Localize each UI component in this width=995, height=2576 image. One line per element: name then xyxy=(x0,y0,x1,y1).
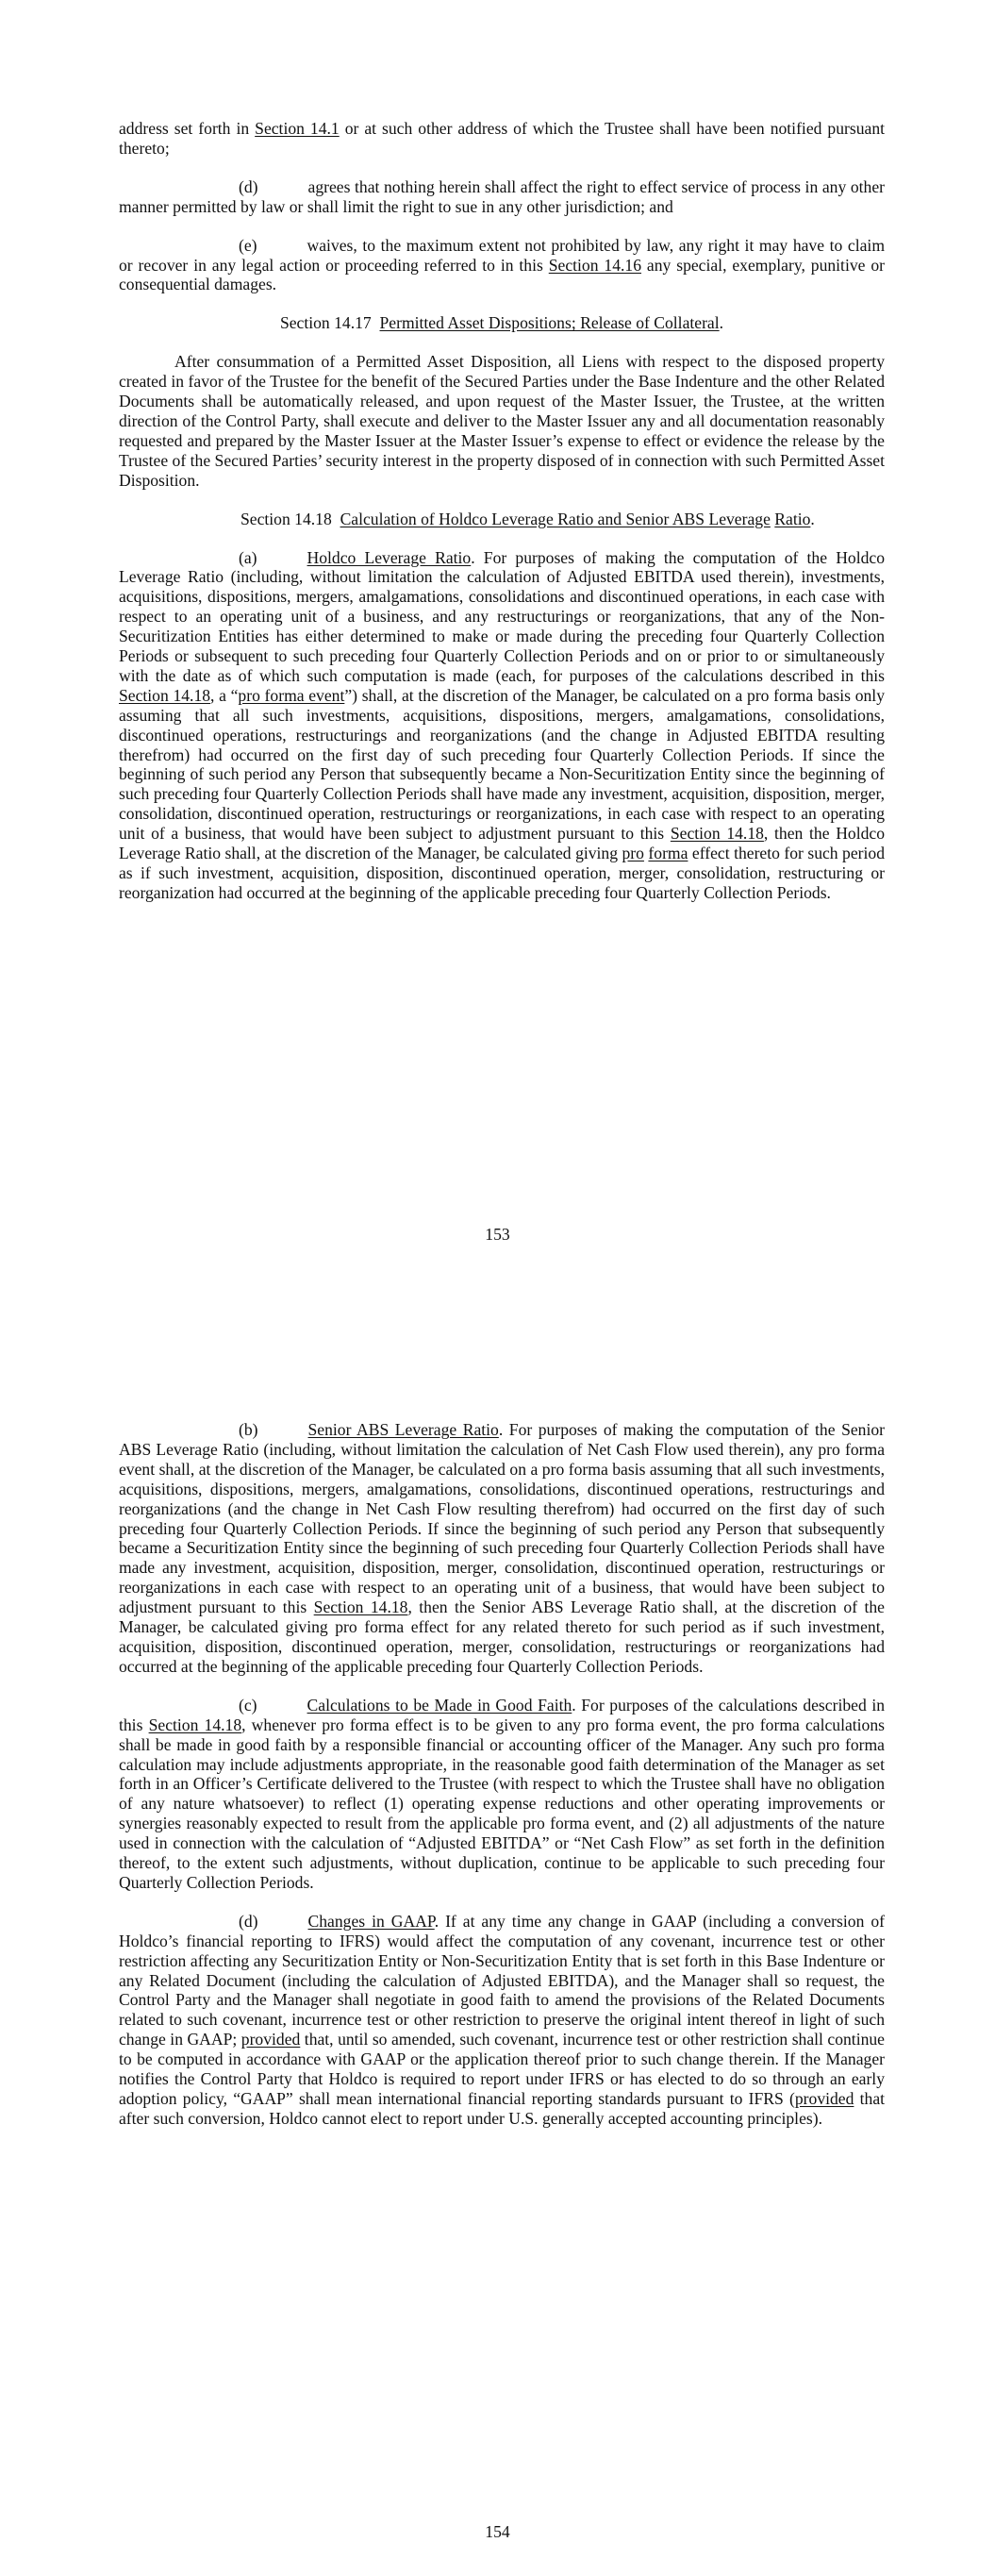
clause-label: (a) xyxy=(239,547,257,567)
paragraph-c: (c) Calculations to be Made in Good Faith. For purposes of the calculations described in this Section 14.18, whenever pro forma effect is to be given to any pro forma event, the pro forma calculations shall be made in good faith by a responsible financial or accounting officer of the Manager. Any such pro forma calculation may include adjustments appropriate, in the reasonable good faith determination of the Manager as set forth in an Officer’s Certificate delivered to the Trustee (with respect to which the Trustee shall have no obligation of any nature whatsoever) to reflect (1) operating expense reductions and other operating improvements or synergies reasonably expected to result from the applicable pro forma event, and (2) all adjustments of the nature used in connection with the calculation of “Adjusted EBITDA” or “Net Cash Flow” as set forth in the definition thereof, to the extent such adjustments, without duplication, continue to be applicable to such preceding four Quarterly Collection Periods. xyxy=(119,1695,886,1892)
section-number: Section 14.17 xyxy=(279,313,372,333)
provided-term: provided xyxy=(794,2089,854,2108)
clause-label: (d) xyxy=(239,176,258,196)
clause-label: (c) xyxy=(239,1695,257,1715)
defined-term: pro forma event xyxy=(238,685,345,705)
page-154 xyxy=(0,1288,995,2576)
section-reference: Section 14.18 xyxy=(670,824,764,844)
pro-term: pro xyxy=(622,844,644,863)
section-reference: Section 14.18 xyxy=(148,1715,242,1734)
section-reference: Section 14.18 xyxy=(313,1597,408,1617)
paragraph-14-17-body: After consummation of a Permitted Asset Disposition, all Liens with respect to the disposed property created in favor of the Trustee for the benefit of the Secured Parties under the Base Indenture and the other Related Documents shall be automatically released, and upon request of the Master Issuer, the Trustee, at the written direction of the Control Party, shall execute and deliver to the Master Issuer any and all documentation reasonably requested and prepared by the Master Issuer at the Master Issuer’s expense to effect or evidence the release by the Trustee of the Secured Parties’ security interest in the property disposed of in connection with such Permitted Asset Disposition. xyxy=(119,352,885,490)
paragraph-e: (e) waives, to the maximum extent not prohibited by law, any right it may have to claim or recover in any legal action or proceeding referred to in this Section 14.16 any special, exemplary, punitive or consequential damages. xyxy=(119,235,885,294)
paragraph-d: (d) agrees that nothing herein shall affect the right to effect service of process in any other manner permitted by law or shall limit the right to sue in any other jurisdiction; and xyxy=(119,176,885,216)
page-number: 153 xyxy=(485,1225,510,1244)
clause-caption: Senior ABS Leverage Ratio xyxy=(307,1420,499,1439)
provided-term: provided xyxy=(240,2030,301,2049)
section-title-continued: Ratio xyxy=(774,509,811,528)
paragraph-d: (d) Changes in GAAP. If at any time any change in GAAP (including a conversion of Holdco’s financial reporting to IFRS) would affect the computation of any covenant, incurrence test or other restriction affecting any Securitization Entity or Non-Securitization Entity that is set forth in this Base Indenture or any Related Document (including the calculation of Adjusted EBITDA), and the Manager shall so request, the Control Party and the Manager shall negotiate in good faith to amend the provisions of the Related Documents related to such covenant, incurrence test or other restriction to preserve the original intent thereof in light of such change in GAAP; provided that, until so amended, such covenant, incurrence test or other restriction shall continue to be computed in accordance with GAAP or the application thereof prior to such change therein. If the Manager notifies the Control Party that Holdco is required to report under IFRS or has elected to do so through an early adoption policy, “GAAP” shall mean international financial reporting standards pursuant to IFRS (provided that after such conversion, Holdco cannot elect to report under U.S. generally accepted accounting principles). xyxy=(119,1911,886,2128)
section-reference: Section 14.16 xyxy=(548,255,642,275)
clause-caption: Calculations to be Made in Good Faith xyxy=(307,1695,572,1715)
section-reference: Section 14.18 xyxy=(119,685,211,705)
clause-label: (d) xyxy=(239,1911,258,1931)
clause-caption: Changes in GAAP xyxy=(307,1911,435,1931)
paragraph-address-continuation: address set forth in Section 14.1 or at such other address of which the Trustee shall have been notified pursuant thereto; xyxy=(119,119,885,158)
section-14-17-heading: Section 14.17 Permitted Asset Dispositions; Release of Collateral. xyxy=(279,313,724,333)
paragraph-b: (b) Senior ABS Leverage Ratio. For purposes of making the computation of the Senior ABS Leverage Ratio (including, without limitation the calculation of Net Cash Flow used therein), any pro forma event shall, at the discretion of the Manager, be calculated on a pro forma basis assuming that all such investments, acquisitions, dispositions, mergers, amalgamations, consolidations, discontinued operations, restructurings and reorganizations (and the change in Net Cash Flow resulting therefrom) had occurred on the first day of such preceding four Quarterly Collection Periods. If since the beginning of such period any Person that subsequently became a Securitization Entity since the beginning of such preceding four Quarterly Collection Periods shall have made any investment, acquisition, disposition, merger, consolidation, discontinued operation, restructurings or reorganizations in each case with respect to an operating unit of a business, that would have been subject to adjustment pursuant to this Section 14.18, then the Senior ABS Leverage Ratio shall, at the discretion of the Manager, be calculated giving pro forma effect for any related thereto for such period as if such investment, acquisition, disposition, discontinued operation, merger, consolidation, restructurings or reorganizations had occurred at the beginning of the applicable preceding four Quarterly Collection Periods. xyxy=(119,1420,885,1676)
page-text xyxy=(119,1420,885,2148)
section-number: Section 14.18 xyxy=(240,509,332,528)
page-number: 154 xyxy=(485,2522,510,2541)
section-title: Permitted Asset Dispositions; Release of Collateral xyxy=(379,313,720,333)
page-text xyxy=(119,119,885,922)
section-14-18-heading: Section 14.18 Calculation of Holdco Leverage Ratio and Senior ABS Leverage Ratio. xyxy=(240,509,815,528)
clause-label: (b) xyxy=(239,1420,258,1439)
section-title: Calculation of Holdco Leverage Ratio and Senior ABS Leverage xyxy=(340,509,771,528)
clause-label: (e) xyxy=(239,235,257,255)
clause-caption: Holdco Leverage Ratio xyxy=(307,547,472,567)
paragraph-a: (a) Holdco Leverage Ratio. For purposes of making the computation of the Holdco Leverage Ratio (including, without limitation the calculation of Adjusted EBITDA used therein), investments, acquisitions, dispositions, mergers, amalgamations, consolidations and discontinued operations, in each case with respect to an operating unit of a business, and any restructurings or reorganizations, that any of the Non-Securitization Entities has either determined to make or made during the preceding four Quarterly Collection Periods or subsequent to such preceding four Quarterly Collection Periods and on or prior to or simultaneously with the date as of which such computation is made (each, for purposes of the calculations described in this Section 14.18, a “pro forma event”) shall, at the discretion of the Manager, be calculated on a pro forma basis only assuming that all such investments, acquisitions, dispositions, mergers, amalgamations, consolidations, discontinued operations, restructurings and reorganizations (and the change in Adjusted EBITDA resulting therefrom) had occurred on the first day of such preceding four Quarterly Collection Periods. If since the beginning of such period any Person that subsequently became a Non-Securitization Entity since the beginning of such preceding four Quarterly Collection Periods shall have made any investment, acquisition, disposition, merger, consolidation, discontinued operation, restructurings or reorganizations, in each case with respect to an operating unit of a business, that would have been subject to adjustment pursuant to this Section 14.18, then the Holdco Leverage Ratio shall, at the discretion of the Manager, be calculated giving pro forma effect thereto for such period as if such investment, acquisition, disposition, discontinued operation, merger, consolidation, restructuring or reorganization had occurred at the beginning of the applicable preceding four Quarterly Collection Periods. xyxy=(119,547,886,902)
forma-term: forma xyxy=(648,844,688,863)
section-reference: Section 14.1 xyxy=(255,119,340,138)
